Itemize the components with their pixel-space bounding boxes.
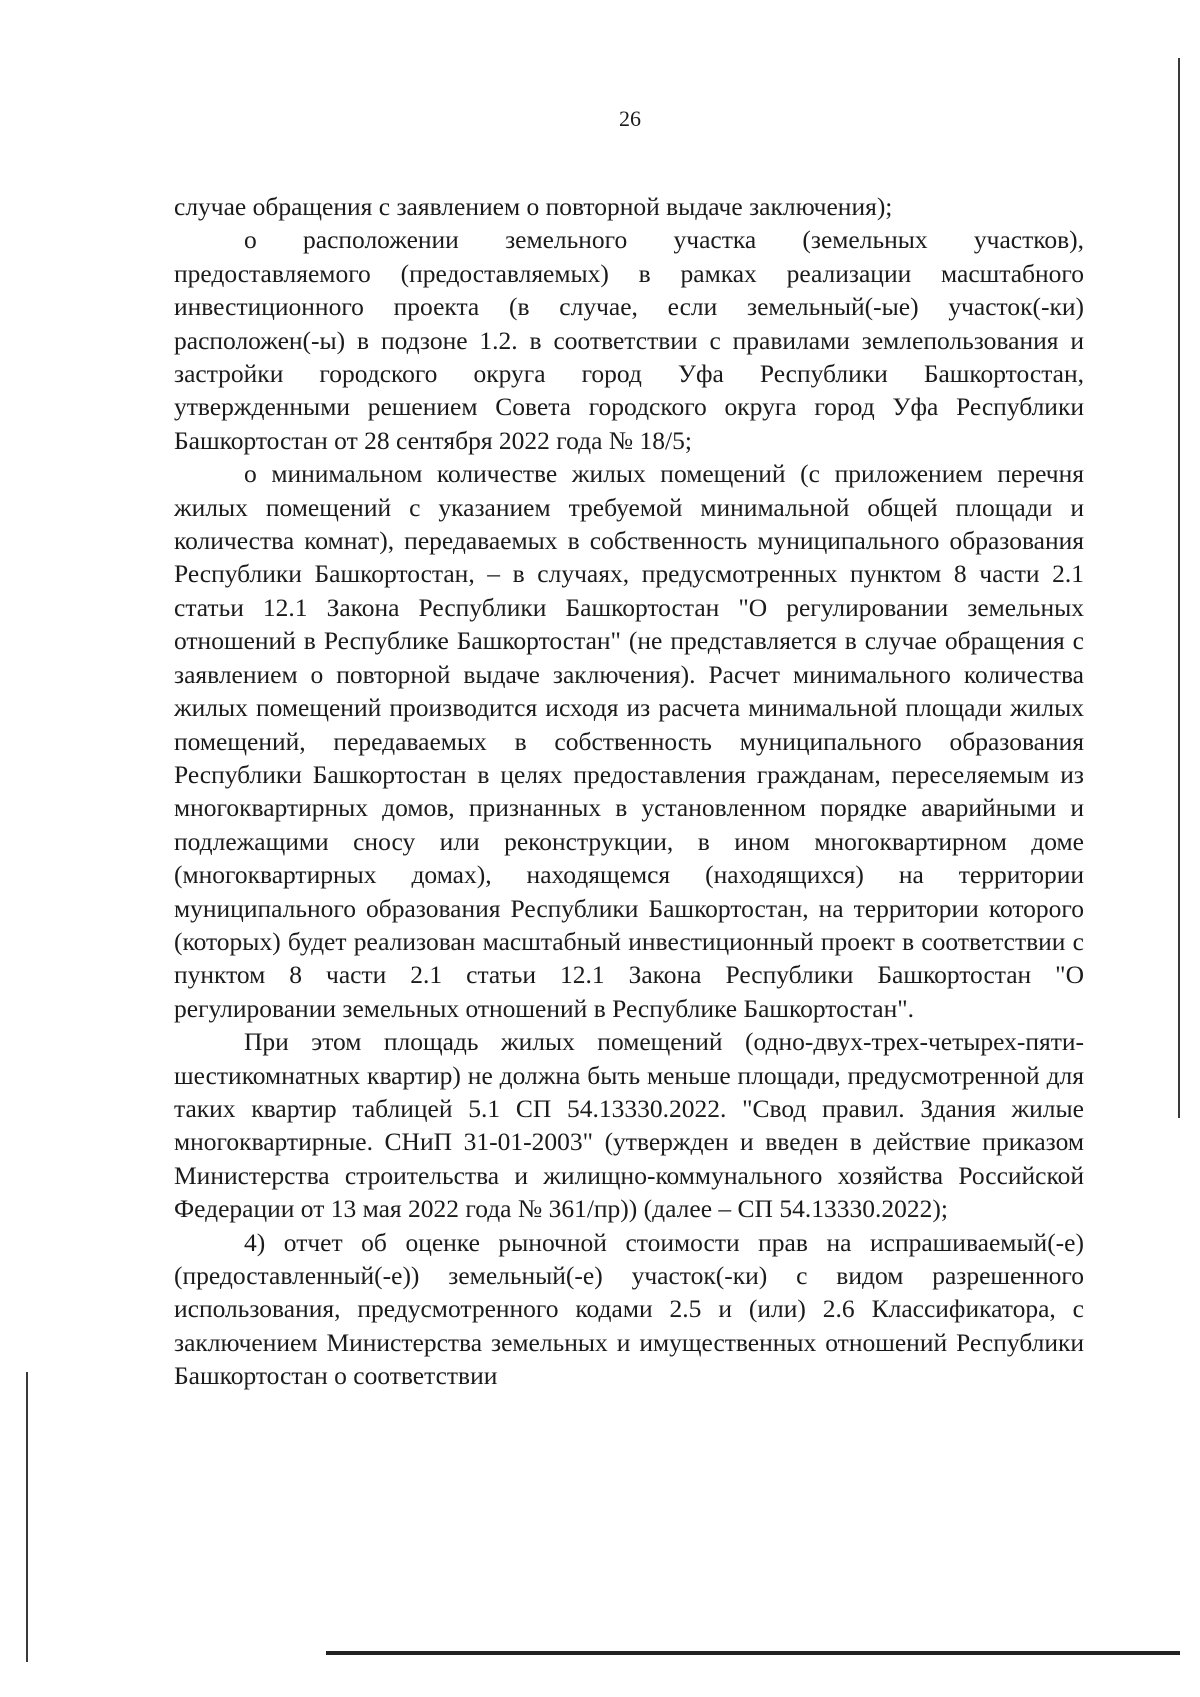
document-body: [174, 190, 1084, 1393]
paragraph-minimum-dwellings: о минимальном количестве жилых помещений (с приложением перечня жилых помещений с указанием требуемой минимальной общей площади и количества комнат), передаваемых в собственность муниципального образования Республики Башкортостан, – в случаях, предусмотренных пунктом 8 части 2.1 статьи 12.1 Закона Республики Башкортостан "О регулировании земельных отношений в Республике Башкортостан" (не представляется в случае обращения с заявлением о повторной выдаче заключения). Расчет минимального количества жилых помещений производится исходя из расчета минимальной площади жилых помещений, передаваемых в собственность муниципального образования Республики Башкортостан в целях предоставления гражданам, переселяемым из многоквартирных домов, признанных в установленном порядке аварийными и подлежащими сносу или реконструкции, в ином многоквартирном доме (многоквартирных домах), находящемся (находящихся) на территории муниципального образования Республики Башкортостан, на территории которого (которых) будет реализован масштабный инвестиционный проект в соответствии с пунктом 8 части 2.1 статьи 12.1 Закона Республики Башкортостан "О регулировании земельных отношений в Республике Башкортостан".: [174, 459, 1084, 1023]
scan-edge-line: [1178, 58, 1180, 1118]
scan-edge-line: [326, 1651, 1180, 1655]
paragraph-land-plot-location: о расположении земельного участка (земельных участков), предоставляемого (предоставляемых) в рамках реализации масштабного инвестиционного проекта (в случае, если земельный(-ые) участок(-ки) расположен(-ы) в подзоне 1.2. в соответствии с правилами землепользования и застройки городского округа город Уфа Республики Башкортостан, утвержденными решением Совета городского округа город Уфа Республики Башкортостан от 28 сентября 2022 года № 18/5;: [174, 225, 1084, 455]
page-number: 26: [619, 106, 641, 131]
paragraph-item-4-valuation-report: 4) отчет об оценке рыночной стоимости прав на испрашиваемый(-е) (предоставленный(-е)) земельный(-е) участок(-ки) с видом разрешенного использования, предусмотренного кодами 2.5 и (или) 2.6 Классификатора, с заключением Министерства земельных и имущественных отношений Республики Башкортостан о соответствии: [174, 1227, 1084, 1391]
paragraph-continuation: случае обращения с заявлением о повторной выдаче заключения);: [174, 192, 893, 221]
scan-edge-line: [26, 1372, 28, 1662]
paragraph-dwelling-area: При этом площадь жилых помещений (одно-двух-трех-четырех-пяти-шестикомнатных квартир) не должна быть меньше площади, предусмотренной для таких квартир таблицей 5.1 СП 54.13330.2022. "Свод правил. Здания жилые многоквартирные. СНиП 31-01-2003" (утвержден и введен в действие приказом Министерства строительства и жилищно-коммунального хозяйства Российской Федерации от 13 мая 2022 года № 361/пр)) (далее – СП 54.13330.2022);: [174, 1027, 1084, 1224]
